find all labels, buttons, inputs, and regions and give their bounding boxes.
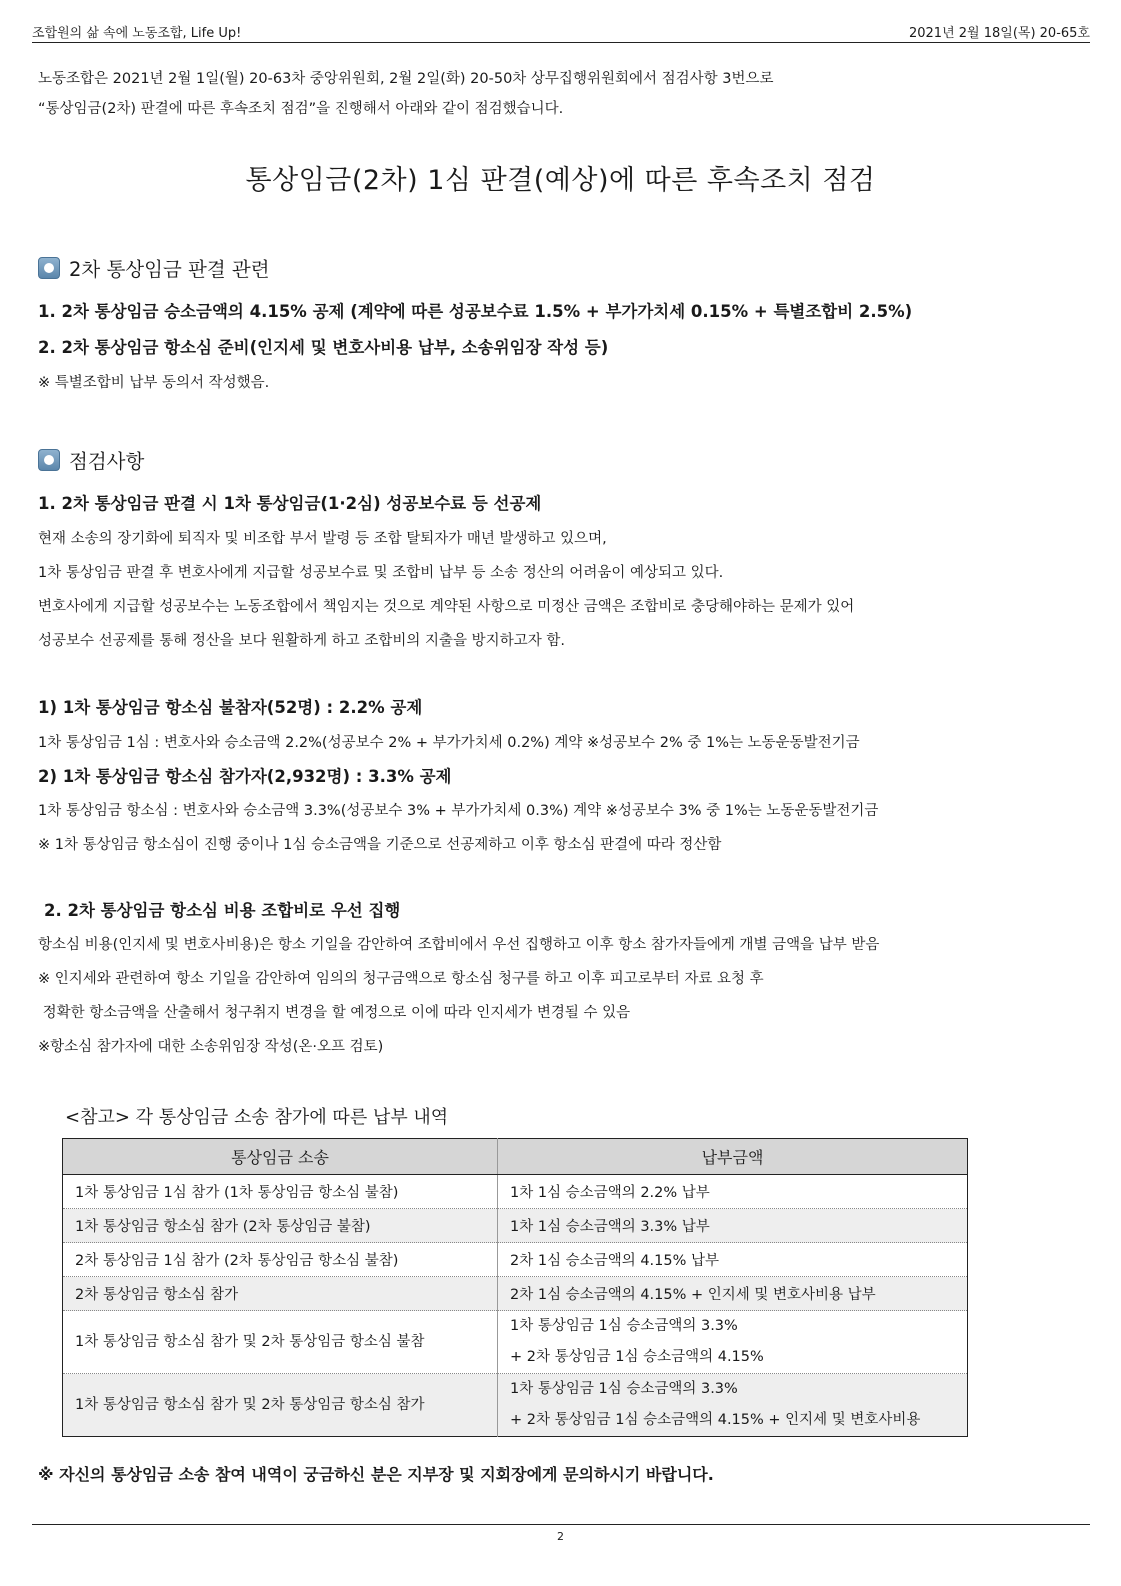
bullet-square-icon	[38, 257, 60, 279]
sub-item-1-title: 1) 1차 통상임금 항소심 불참자(52명) : 2.2% 공제	[38, 698, 423, 717]
check-item-1-line: 변호사에게 지급할 성공보수는 노동조합에서 책임지는 것으로 계약된 사항으로 미정산 금액은 조합비로 충당해야하는 문제가 있어	[38, 599, 855, 615]
judgment-item-2: 2. 2차 통상임금 항소심 준비(인지세 및 변호사비용 납부, 소송위임장 작성 등)	[38, 338, 609, 357]
intro-line: “통상임금(2차) 판결에 따른 후속조치 점검”을 진행해서 아래와 같이 점검했습니다.	[38, 101, 564, 117]
sub-item-2-title: 2) 1차 통상임금 항소심 참가자(2,932명) : 3.3% 공제	[38, 767, 452, 786]
sub-item-note: ※ 1차 통상임금 항소심이 진행 중이나 1심 승소금액을 기준으로 선공제하고 이후 항소심 판결에 따라 정산함	[38, 837, 722, 853]
sub-item-1-text: 1차 통상임금 1심 : 변호사와 승소금액 2.2%(성공보수 2% + 부가가치세 0.2%) 계약 ※성공보수 2% 중 1%는 노동운동발전기금	[38, 735, 860, 751]
check-item-2-line: ※ 인지세와 관련하여 항소 기일을 감안하여 임의의 청구금액으로 항소심 청구를 하고 이후 피고로부터 자료 요청 후	[38, 971, 764, 987]
amount-line: + 2차 통상임금 1심 승소금액의 4.15% + 인지세 및 변호사비용	[510, 1412, 921, 1428]
header-issue-date: 2021년 2월 18일(목) 20-65호	[908, 25, 1090, 41]
section-heading-text: 2차 통상임금 판결 관련	[69, 258, 270, 281]
intro-line: 노동조합은 2021년 2월 1일(월) 20-63차 중앙위원회, 2월 2일(화) 20-50차 상무집행위원회에서 점검사항 3번으로	[38, 71, 774, 87]
check-item-1-line: 현재 소송의 장기화에 퇴직자 및 비조합 부서 발령 등 조합 탈퇴자가 매년 발생하고 있으며,	[38, 531, 607, 547]
lawsuit-cell: 1차 통상임금 항소심 참가 (2차 통상임금 불참)	[63, 1209, 498, 1243]
header-slogan: 조합원의 삶 속에 노동조합, Life Up!	[32, 25, 242, 41]
check-item-1-line: 1차 통상임금 판결 후 변호사에게 지급할 성공보수료 및 조합비 납부 등 소송 정산의 어려움이 예상되고 있다.	[38, 565, 724, 581]
amount-cell: 1차 1심 승소금액의 2.2% 납부	[498, 1175, 968, 1209]
judgment-note: ※ 특별조합비 납부 동의서 작성했음.	[38, 375, 270, 391]
amount-cell: 2차 1심 승소금액의 4.15% 납부	[498, 1243, 968, 1277]
lawsuit-cell: 2차 통상임금 항소심 참가	[63, 1277, 498, 1311]
check-item-2-line: ※항소심 참가자에 대한 소송위임장 작성(온·오프 검토)	[38, 1039, 384, 1055]
table-header-amount: 납부금액	[498, 1139, 968, 1175]
lawsuit-cell: 2차 통상임금 1심 참가 (2차 통상임금 항소심 불참)	[63, 1243, 498, 1277]
table-row	[63, 1243, 968, 1277]
check-item-2-line: 정확한 항소금액을 산출해서 청구취지 변경을 할 예정으로 이에 따라 인지세가 변경될 수 있음	[38, 1005, 631, 1021]
section-heading-checklist	[38, 446, 144, 474]
check-item-2-line: 항소심 비용(인지세 및 변호사비용)은 항소 기일을 감안하여 조합비에서 우선 집행하고 이후 항소 참가자들에게 개별 금액을 납부 받음	[38, 937, 880, 953]
table-row	[63, 1374, 968, 1437]
amount-line: + 2차 통상임금 1심 승소금액의 4.15%	[510, 1349, 764, 1365]
judgment-item-1: 1. 2차 통상임금 승소금액의 4.15% 공제 (계약에 따른 성공보수료 1.5% + 부가가치세 0.15% + 특별조합비 2.5%)	[38, 302, 913, 321]
table-row	[63, 1311, 968, 1374]
footer-divider	[32, 1524, 1090, 1525]
amount-cell: 2차 1심 승소금액의 4.15% + 인지세 및 변호사비용 납부	[498, 1277, 968, 1311]
inquiry-note: ※ 자신의 통상임금 소송 참여 내역이 궁금하신 분은 지부장 및 지회장에게 문의하시기 바랍니다.	[38, 1465, 714, 1484]
check-item-2-title: 2. 2차 통상임금 항소심 비용 조합비로 우선 집행	[44, 901, 401, 920]
table-row	[63, 1175, 968, 1209]
lawsuit-cell: 1차 통상임금 항소심 참가 및 2차 통상임금 항소심 참가	[63, 1374, 498, 1437]
page-header	[32, 20, 1090, 43]
reference-title: <참고> 각 통상임금 소송 참가에 따른 납부 내역	[65, 1107, 449, 1128]
check-item-1-title: 1. 2차 통상임금 판결 시 1차 통상임금(1·2심) 성공보수료 등 선공제	[38, 494, 542, 513]
section-heading-text: 점검사항	[69, 450, 145, 473]
amount-line: 1차 통상임금 1심 승소금액의 3.3%	[510, 1381, 738, 1397]
payment-reference-table	[62, 1138, 968, 1437]
sub-item-2-text: 1차 통상임금 항소심 : 변호사와 승소금액 3.3%(성공보수 3% + 부가가치세 0.3%) 계약 ※성공보수 3% 중 1%는 노동운동발전기금	[38, 803, 879, 819]
amount-cell: 1차 1심 승소금액의 3.3% 납부	[498, 1209, 968, 1243]
lawsuit-cell: 1차 통상임금 1심 참가 (1차 통상임금 항소심 불참)	[63, 1175, 498, 1209]
intro-paragraph	[38, 64, 773, 124]
lawsuit-cell: 1차 통상임금 항소심 참가 및 2차 통상임금 항소심 불참	[63, 1311, 498, 1374]
check-item-1-line: 성공보수 선공제를 통해 정산을 보다 원활하게 하고 조합비의 지출을 방지하고자 함.	[38, 633, 565, 649]
amount-cell	[498, 1374, 968, 1437]
bullet-square-icon	[38, 449, 60, 471]
section-heading-judgment	[38, 254, 270, 282]
amount-cell	[498, 1311, 968, 1374]
page-number: 2	[557, 1530, 564, 1543]
document-title: 통상임금(2차) 1심 판결(예상)에 따른 후속조치 점검	[245, 165, 876, 196]
table-row	[63, 1209, 968, 1243]
table-row	[63, 1277, 968, 1311]
table-header-lawsuit: 통상임금 소송	[63, 1139, 498, 1175]
amount-line: 1차 통상임금 1심 승소금액의 3.3%	[510, 1318, 738, 1334]
